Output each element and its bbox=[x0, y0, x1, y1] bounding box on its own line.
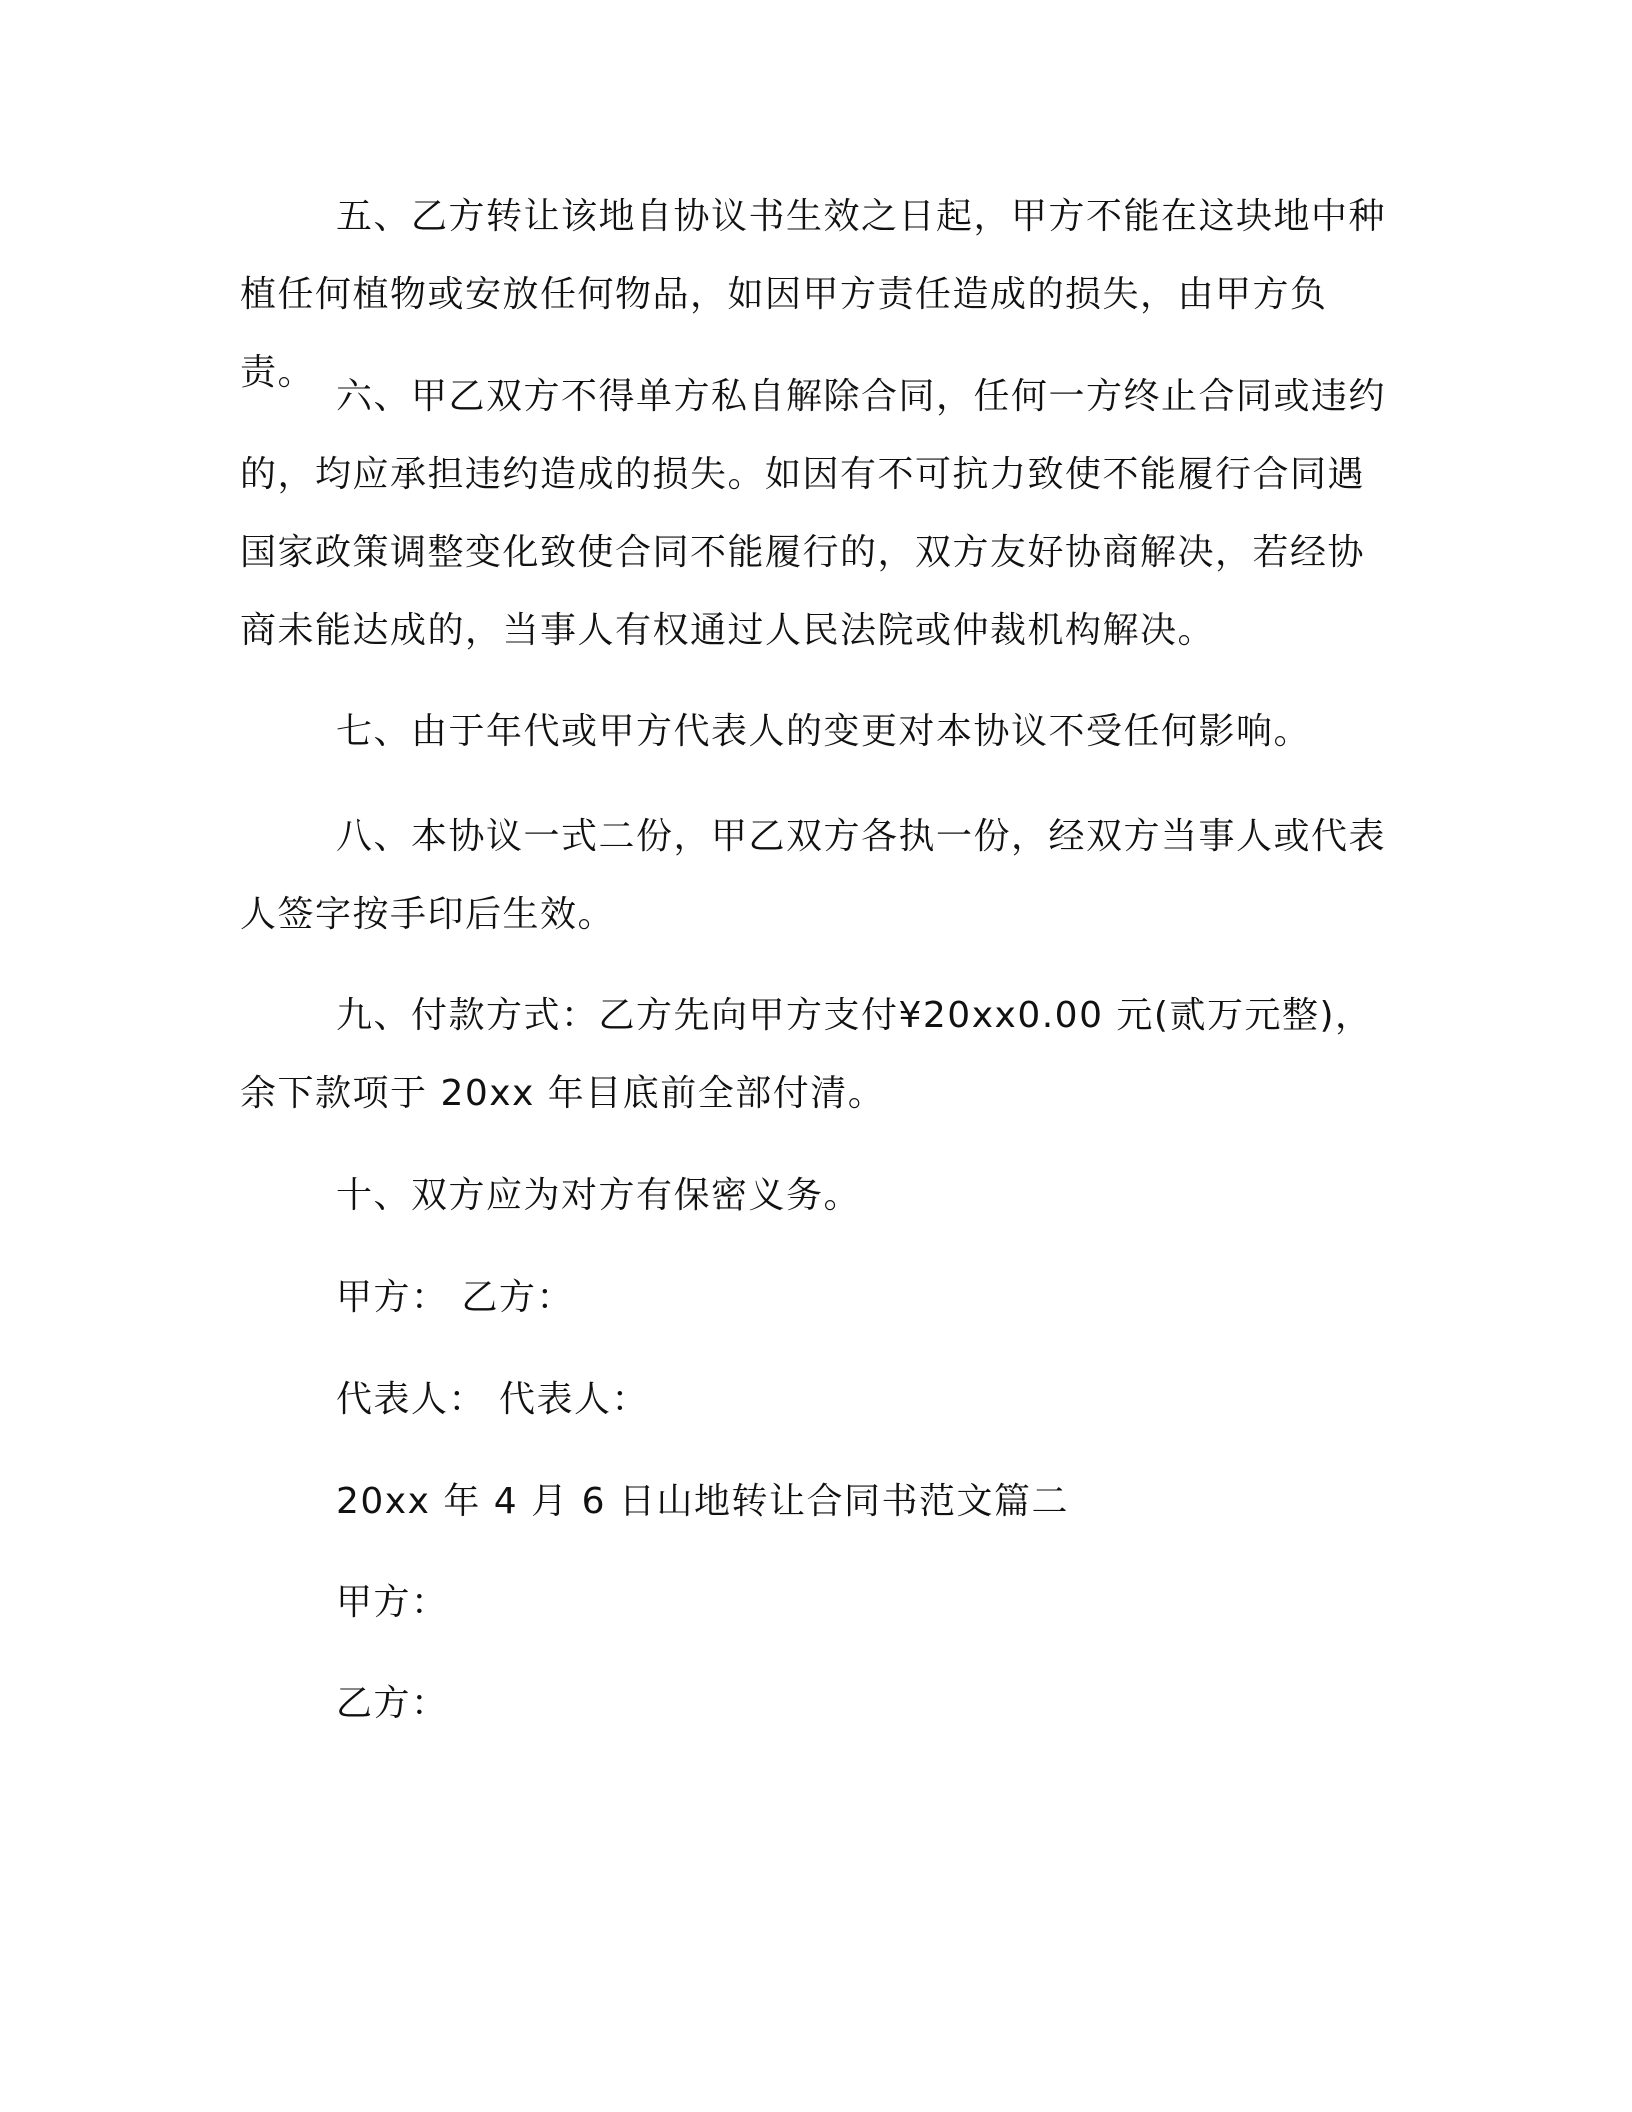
clause-9: 九、付款方式：乙方先向甲方支付¥20xx0.00 元(贰万元整)，余下款项于 20xx 年目底前全部付清。 bbox=[240, 995, 1373, 1114]
signature-representatives-line: 代表人： 代表人： bbox=[336, 1379, 649, 1420]
signature-parties-line: 甲方： 乙方： bbox=[336, 1277, 574, 1318]
clause-6: 六、甲乙双方不得单方私自解除合同，任何一方终止合同或违约的，均应承担违约造成的损失。如因有不可抗力致使不能履行合同遇国家政策调整变化致使合同不能履行的，双方友好协商解决，若经协商未能达成的，当事人有权通过人民法院或仲裁机构解决。 bbox=[240, 376, 1387, 651]
date-title-line: 20xx 年 4 月 6 日山地转让合同书范文篇二 bbox=[336, 1481, 1069, 1522]
party-b-label: 乙方： bbox=[336, 1683, 449, 1724]
clause-7: 七、由于年代或甲方代表人的变更对本协议不受任何影响。 bbox=[336, 711, 1312, 752]
clause-10: 十、双方应为对方有保密义务。 bbox=[336, 1175, 862, 1216]
clause-8: 八、本协议一式二份，甲乙双方各执一份，经双方当事人或代表人签字按手印后生效。 bbox=[240, 816, 1387, 935]
clause-5: 五、乙方转让该地自协议书生效之日起，甲方不能在这块地中种植任何植物或安放任何物品，如因甲方责任造成的损失，由甲方负责。 bbox=[240, 196, 1387, 393]
party-a-label: 甲方： bbox=[336, 1582, 449, 1623]
